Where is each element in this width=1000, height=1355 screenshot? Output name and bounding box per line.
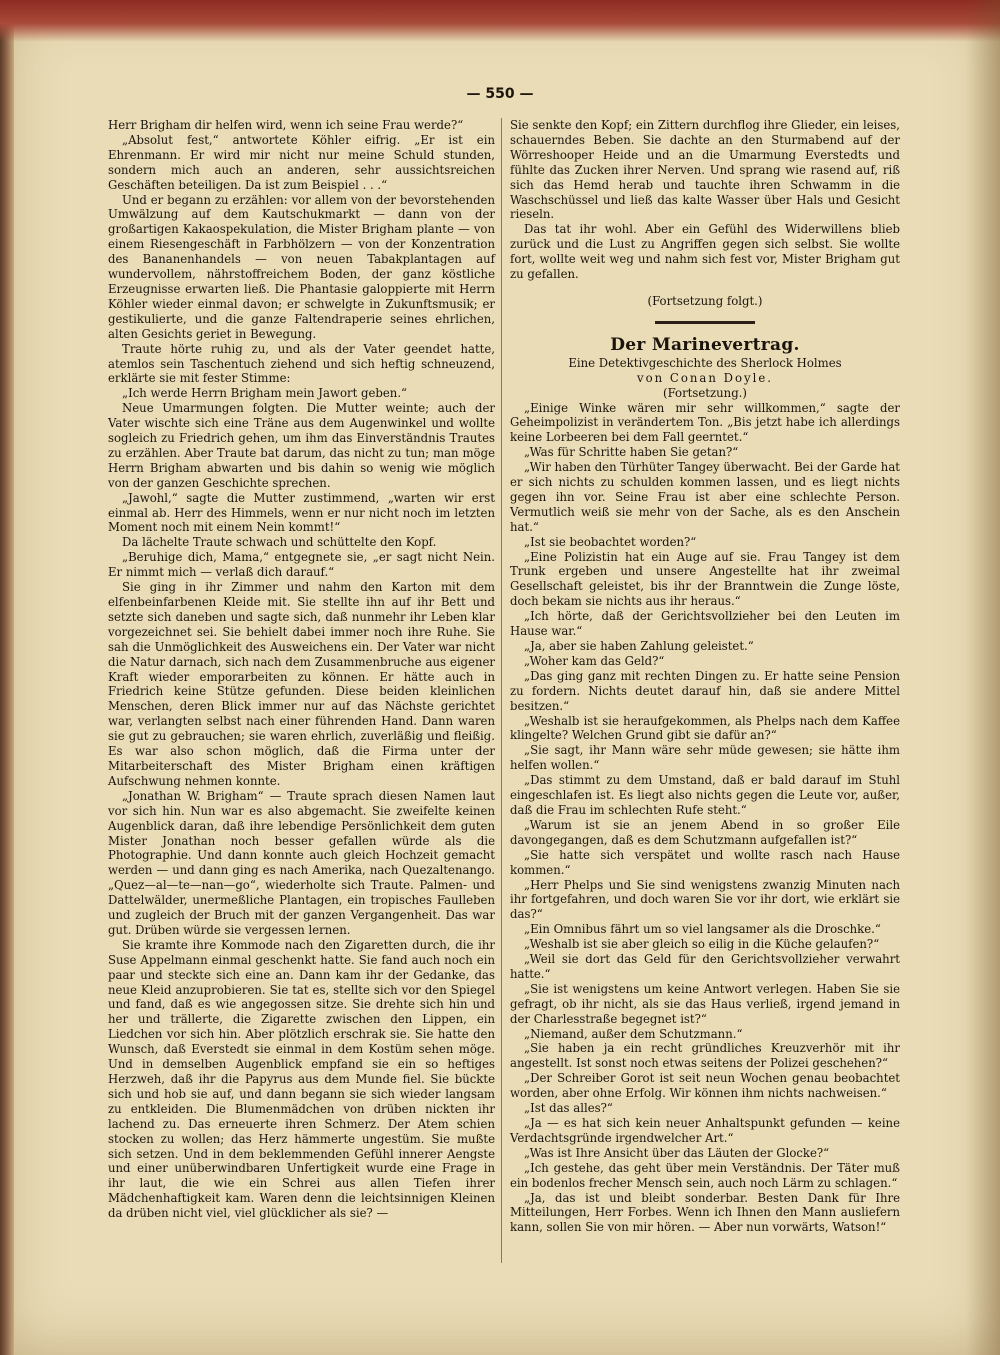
article-paragraph: „Weshalb ist sie aber gleich so eilig in die Küche gelaufen?“ xyxy=(524,937,880,952)
article-paragraph: „Sie hatte sich verspätet und wollte rasch nach Hause kommen.“ xyxy=(510,847,900,877)
article-paragraph: „Was für Schritte haben Sie getan?“ xyxy=(524,445,739,460)
article-title: Der Marinevertrag. xyxy=(610,334,800,355)
article-paragraph: „Das stimmt zu dem Umstand, daß er bald darauf im Stuhl eingeschlafen ist. Es liegt also nichts gegen die Leute vor, außer, daß die Frau im schlechten Rufe steht.“ xyxy=(510,773,900,817)
article-paragraph: „Der Schreiber Gorot ist seit neun Wochen genau beobachtet worden, aber ohne Erfolg. Wir können ihm nichts nachweisen.“ xyxy=(510,1071,900,1101)
left-paragraph: Und er begann zu erzählen: vor allem von der bevorstehenden Umwälzung auf dem Kautschukmarkt — dann von der großartigen Kakaospekulation, die Mister Brigham plante — von einem Riesengeschäft in Farbhölzern — von der Konzentration des Bananenhandels — von neuen Tabakplantagen auf wundervollem, nährstoffreichem Boden, der ganz köstliche Erzeugnisse erwarten ließ. Die Phantasie galoppierte mit Herrn Köhler wieder einmal davon; er schwelgte in Zukunftsmusik; er gestikulierte, und die ganze Faltendraperie seines ehrlichen, alten Gesichts geriet in Bewegung. xyxy=(108,192,495,341)
article-paragraph: „Was ist Ihre Ansicht über das Läuten der Glocke?“ xyxy=(524,1145,830,1160)
article-paragraph: „Ja, das ist und bleibt sonderbar. Besten Dank für Ihre Mitteilungen, Herr Forbes. Wenn ich Ihnen den Mann ausliefern kann, sollen Sie von mir hören. — Aber nun vorwärts, Watson!“ xyxy=(510,1190,900,1235)
story-end-paragraph: Das tat ihr wohl. Aber ein Gefühl des Widerwillens blieb zurück und die Lust zu Angriffen gegen sich selbst. Sie wollte fort, wollte weit weg und nahm sich fest vor, Mister Brigham gut zu gefallen. xyxy=(510,222,900,282)
article-paragraph: „Weshalb ist sie heraufgekommen, als Phelps nach dem Kaffee klingelte? Welchen Grund gibt sie dafür an?“ xyxy=(510,713,900,743)
article-paragraph: „Ich gestehe, das geht über mein Verständnis. Der Täter muß ein bodenlos frecher Mensch sein, auch noch Lärm zu schlagen.“ xyxy=(510,1160,900,1190)
left-paragraph: Sie ging in ihr Zimmer und nahm den Karton mit dem elfenbeinfarbenen Kleide mit. Sie stellte ihn auf ihr Bett und setzte sich daneben und sagte sich, daß nunmehr ihr Leben klar vorgezeichnet sei. Sie behielt dabei immer noch ihre Ruhe. Sie sah die Unmöglichkeit des Ausweichens ein. Der Vater war nicht die Natur darnach, sich nach dem Zusammenbruche aus eigener Kraft wieder emporarbeiten zu können. Er hätte auch in Friedrich keine Stütze gefunden. Diese beiden kleinlichen Menschen, deren Blick immer nur auf das Nächste gerichtet war, verlangten selbst nach einer führenden Hand. Dann waren sie gut zu gebrauchen; sie waren ehrlich, zuverläßig und fleißig. Es war also schon möglich, daß die Firma unter der Mitarbeiterschaft des Mister Brigham einen kräftigen Aufschwung nehmen konnte. xyxy=(108,580,495,788)
article-note: (Fortsetzung.) xyxy=(663,385,747,400)
left-paragraph: Neue Umarmungen folgten. Die Mutter weinte; auch der Vater wischte sich eine Träne aus dem Augenwinkel und wollte sogleich zu Friedrich gehen, um ihm das Einverständnis Trautes zu erzählen. Aber Traute bat darum, das nicht zu tun; man möge Herrn Brigham abwarten und bis dahin so wenig wie möglich von der ganzen Geschichte sprechen. xyxy=(108,401,495,490)
left-paragraph: Traute hörte ruhig zu, und als der Vater geendet hatte, atemlos sein Taschentuch ziehend und sich heftig schneuzend, erklärte sie mit fester Stimme: xyxy=(108,341,495,386)
article-paragraph: „Sie ist wenigstens um keine Antwort verlegen. Haben Sie sie gefragt, ob ihr nicht, als sie das Haus verließ, irgend jemand in der Charlesstraße begegnet ist?“ xyxy=(510,981,900,1026)
article-paragraph: „Ist sie beobachtet worden?“ xyxy=(524,534,697,549)
article-paragraph: „Warum ist sie an jenem Abend in so großer Eile davongegangen, daß es dem Schutzmann aufgefallen ist?“ xyxy=(510,817,900,847)
article-subtitle: Eine Detektivgeschichte des Sherlock Holmes xyxy=(568,355,842,370)
article-paragraph: „Niemand, außer dem Schutzmann.“ xyxy=(524,1026,743,1041)
article-author: von Conan Doyle. xyxy=(637,370,773,385)
article-paragraph: „Das ging ganz mit rechten Dingen zu. Er hatte seine Pension zu fordern. Nichts deutet darauf hin, daß sie andere Mittel besitzen.“ xyxy=(510,668,900,713)
article-paragraph: „Ist das alles?“ xyxy=(524,1101,613,1116)
left-paragraph: Herr Brigham dir helfen wird, wenn ich seine Frau werde?“ xyxy=(108,118,464,132)
left-paragraph: „Absolut fest,“ antwortete Köhler eifrig. „Er ist ein Ehrenmann. Er wird mir nicht nur meine Schuld stunden, sondern mich auch an anderen, sehr aussichtsreichen Geschäften beteiligen. Da ist zum Beispiel . . .“ xyxy=(108,132,495,192)
left-paragraph: Da lächelte Traute schwach und schüttelte den Kopf. xyxy=(122,535,437,550)
section-rule xyxy=(655,321,755,324)
article-paragraph: „Ja — es hat sich kein neuer Anhaltspunkt gefunden — keine Verdachtsgründe irgendwelcher Art.“ xyxy=(510,1116,900,1145)
page-right-shadow xyxy=(966,0,1000,1355)
right-column xyxy=(510,118,900,1235)
article-paragraph: „Sie sagt, ihr Mann wäre sehr müde gewesen; sie hätte ihm helfen wollen.“ xyxy=(510,743,900,773)
article-paragraph: „Woher kam das Geld?“ xyxy=(524,653,665,668)
left-paragraph: „Jonathan W. Brigham“ — Traute sprach diesen Namen laut vor sich hin. Nun war es also abgemacht. Sie zweifelte keinen Augenblick daran, daß ihre lebendige Persönlichkeit dem guten Mister Jonathan noch besser gefallen würde als die Photographie. Und dann konnte auch gleich Hochzeit gemacht werden — und dann ging es nach Amerika, nach Quezaltenango. „Quez—al—te—nan—go“, wiederholte sich Traute. Palmen- und Dattelwälder, unermeßliche Plantagen, ein tropisches Faulleben und zugleich der Bruch mit der ganzen Vergangenheit. Das war gut. Drüben würde sie vergessen lernen. xyxy=(108,788,495,937)
page-top-edge xyxy=(0,0,1000,42)
left-paragraph: „Beruhige dich, Mama,“ entgegnete sie, „er sagt nicht Nein. Er nimmt mich — verlaß dich darauf.“ xyxy=(108,550,495,580)
article-paragraph: „Ich hörte, daß der Gerichtsvollzieher bei den Leuten im Hause war.“ xyxy=(510,609,900,639)
column-divider xyxy=(501,118,502,1263)
article-paragraph: „Eine Polizistin hat ein Auge auf sie. Frau Tangey ist dem Trunk ergeben und unsere Angestellte hat ihr zweimal Gesellschaft geleistet, bis ihr der Branntwein die Zunge löste, doch bekam sie nichts aus ihr heraus.“ xyxy=(510,549,900,609)
story-continuation-note: (Fortsetzung folgt.) xyxy=(647,293,763,308)
article-paragraph: „Ja, aber sie haben Zahlung geleistet.“ xyxy=(524,639,754,653)
story-end-paragraph: Sie senkte den Kopf; ein Zittern durchflog ihre Glieder, ein leises, schauerndes Beben. Sie dachte an den Sturmabend auf der Wörreshooper Heide und an die Umarmung Everstedts und fühlte das Zucken ihrer Nerven. Und sprang wie rasend auf, riß sich das Hemd herab und tauchte ihren Schwamm in die Waschschüssel und ließ das kalte Wasser über Hals und Gesicht rieseln. xyxy=(510,118,900,222)
left-paragraph: „Ich werde Herrn Brigham mein Jawort geben.“ xyxy=(122,386,408,401)
page-binding-edge xyxy=(0,0,14,1355)
page-number: — 550 — xyxy=(466,86,534,102)
left-paragraph: „Jawohl,“ sagte die Mutter zustimmend, „warten wir erst einmal ab. Herr des Himmels, wenn er nur nicht noch im letzten Moment noch mit einem Nein kommt!“ xyxy=(108,490,495,535)
article-paragraph: „Herr Phelps und Sie sind wenigstens zwanzig Minuten nach ihr fortgefahren, und doch waren Sie vor ihr dort, wie erklärt sie das?“ xyxy=(510,877,900,922)
left-paragraph: Sie kramte ihre Kommode nach den Zigaretten durch, die ihr Suse Appelmann einmal geschenkt hatte. Sie fand auch noch ein paar und steckte sich eine an. Dann kam ihr der Gedanke, das neue Kleid anzuprobieren. Sie tat es, stellte sich vor den Spiegel und fand, daß es wie angegossen sitze. Sie drehte sich hin und her und trällerte, die Zigarette zwischen den Lippen, ein Liedchen vor sich hin. Aber plötzlich erschrak sie. Sie hatte den Wunsch, daß Everstedt sie einmal in dem Kostüm sehen möge. Und in demselben Augenblick empfand sie ein so heftiges Herzweh, daß ihr die Papyrus aus dem Munde fiel. Sie bückte sich und hob sie auf, und dann begann sie sich wieder langsam zu entkleiden. Die Blumenmädchen von drüben nickten ihr lachend zu. Das erneuerte ihren Schmerz. Der Atem schien stocken zu wollen; das Herz hämmerte ungestüm. Sie mußte sich setzen. Und in dem beklemmenden Gefühl innerer Aengste und einer unüberwindbaren Unfertigkeit wurde eine Frage in ihr laut, die wie ein Schrei aus allen Tiefen ihrer Mädchenhaftigkeit kam. Waren denn die leichtsinnigen Kleinen da drüben nicht viel, viel glücklicher als sie? — xyxy=(108,937,495,1221)
article-paragraph: „Wir haben den Türhüter Tangey überwacht. Bei der Garde hat er sich nichts zu schulden kommen lassen, und es liegt nichts gegen ihn vor. Seine Frau ist aber eine schlechte Person. Vermutlich weiß sie mehr von der Sache, als es den Anschein hat.“ xyxy=(510,460,900,534)
article-paragraph: „Einige Winke wären mir sehr willkommen,“ sagte der Geheimpolizist in verändertem Ton. „Bis jetzt habe ich allerdings keine Lorbeeren bei dem Fall geerntet.“ xyxy=(510,400,900,445)
left-column xyxy=(108,118,495,1221)
article-paragraph: „Ein Omnibus fährt um so viel langsamer als die Droschke.“ xyxy=(524,922,881,937)
article-paragraph: „Sie haben ja ein recht gründliches Kreuzverhör mit ihr angestellt. Ist sonst noch etwas seitens der Polizei geschehen?“ xyxy=(510,1041,900,1071)
article-paragraph: „Weil sie dort das Geld für den Gerichtsvollzieher verwahrt hatte.“ xyxy=(510,952,900,981)
